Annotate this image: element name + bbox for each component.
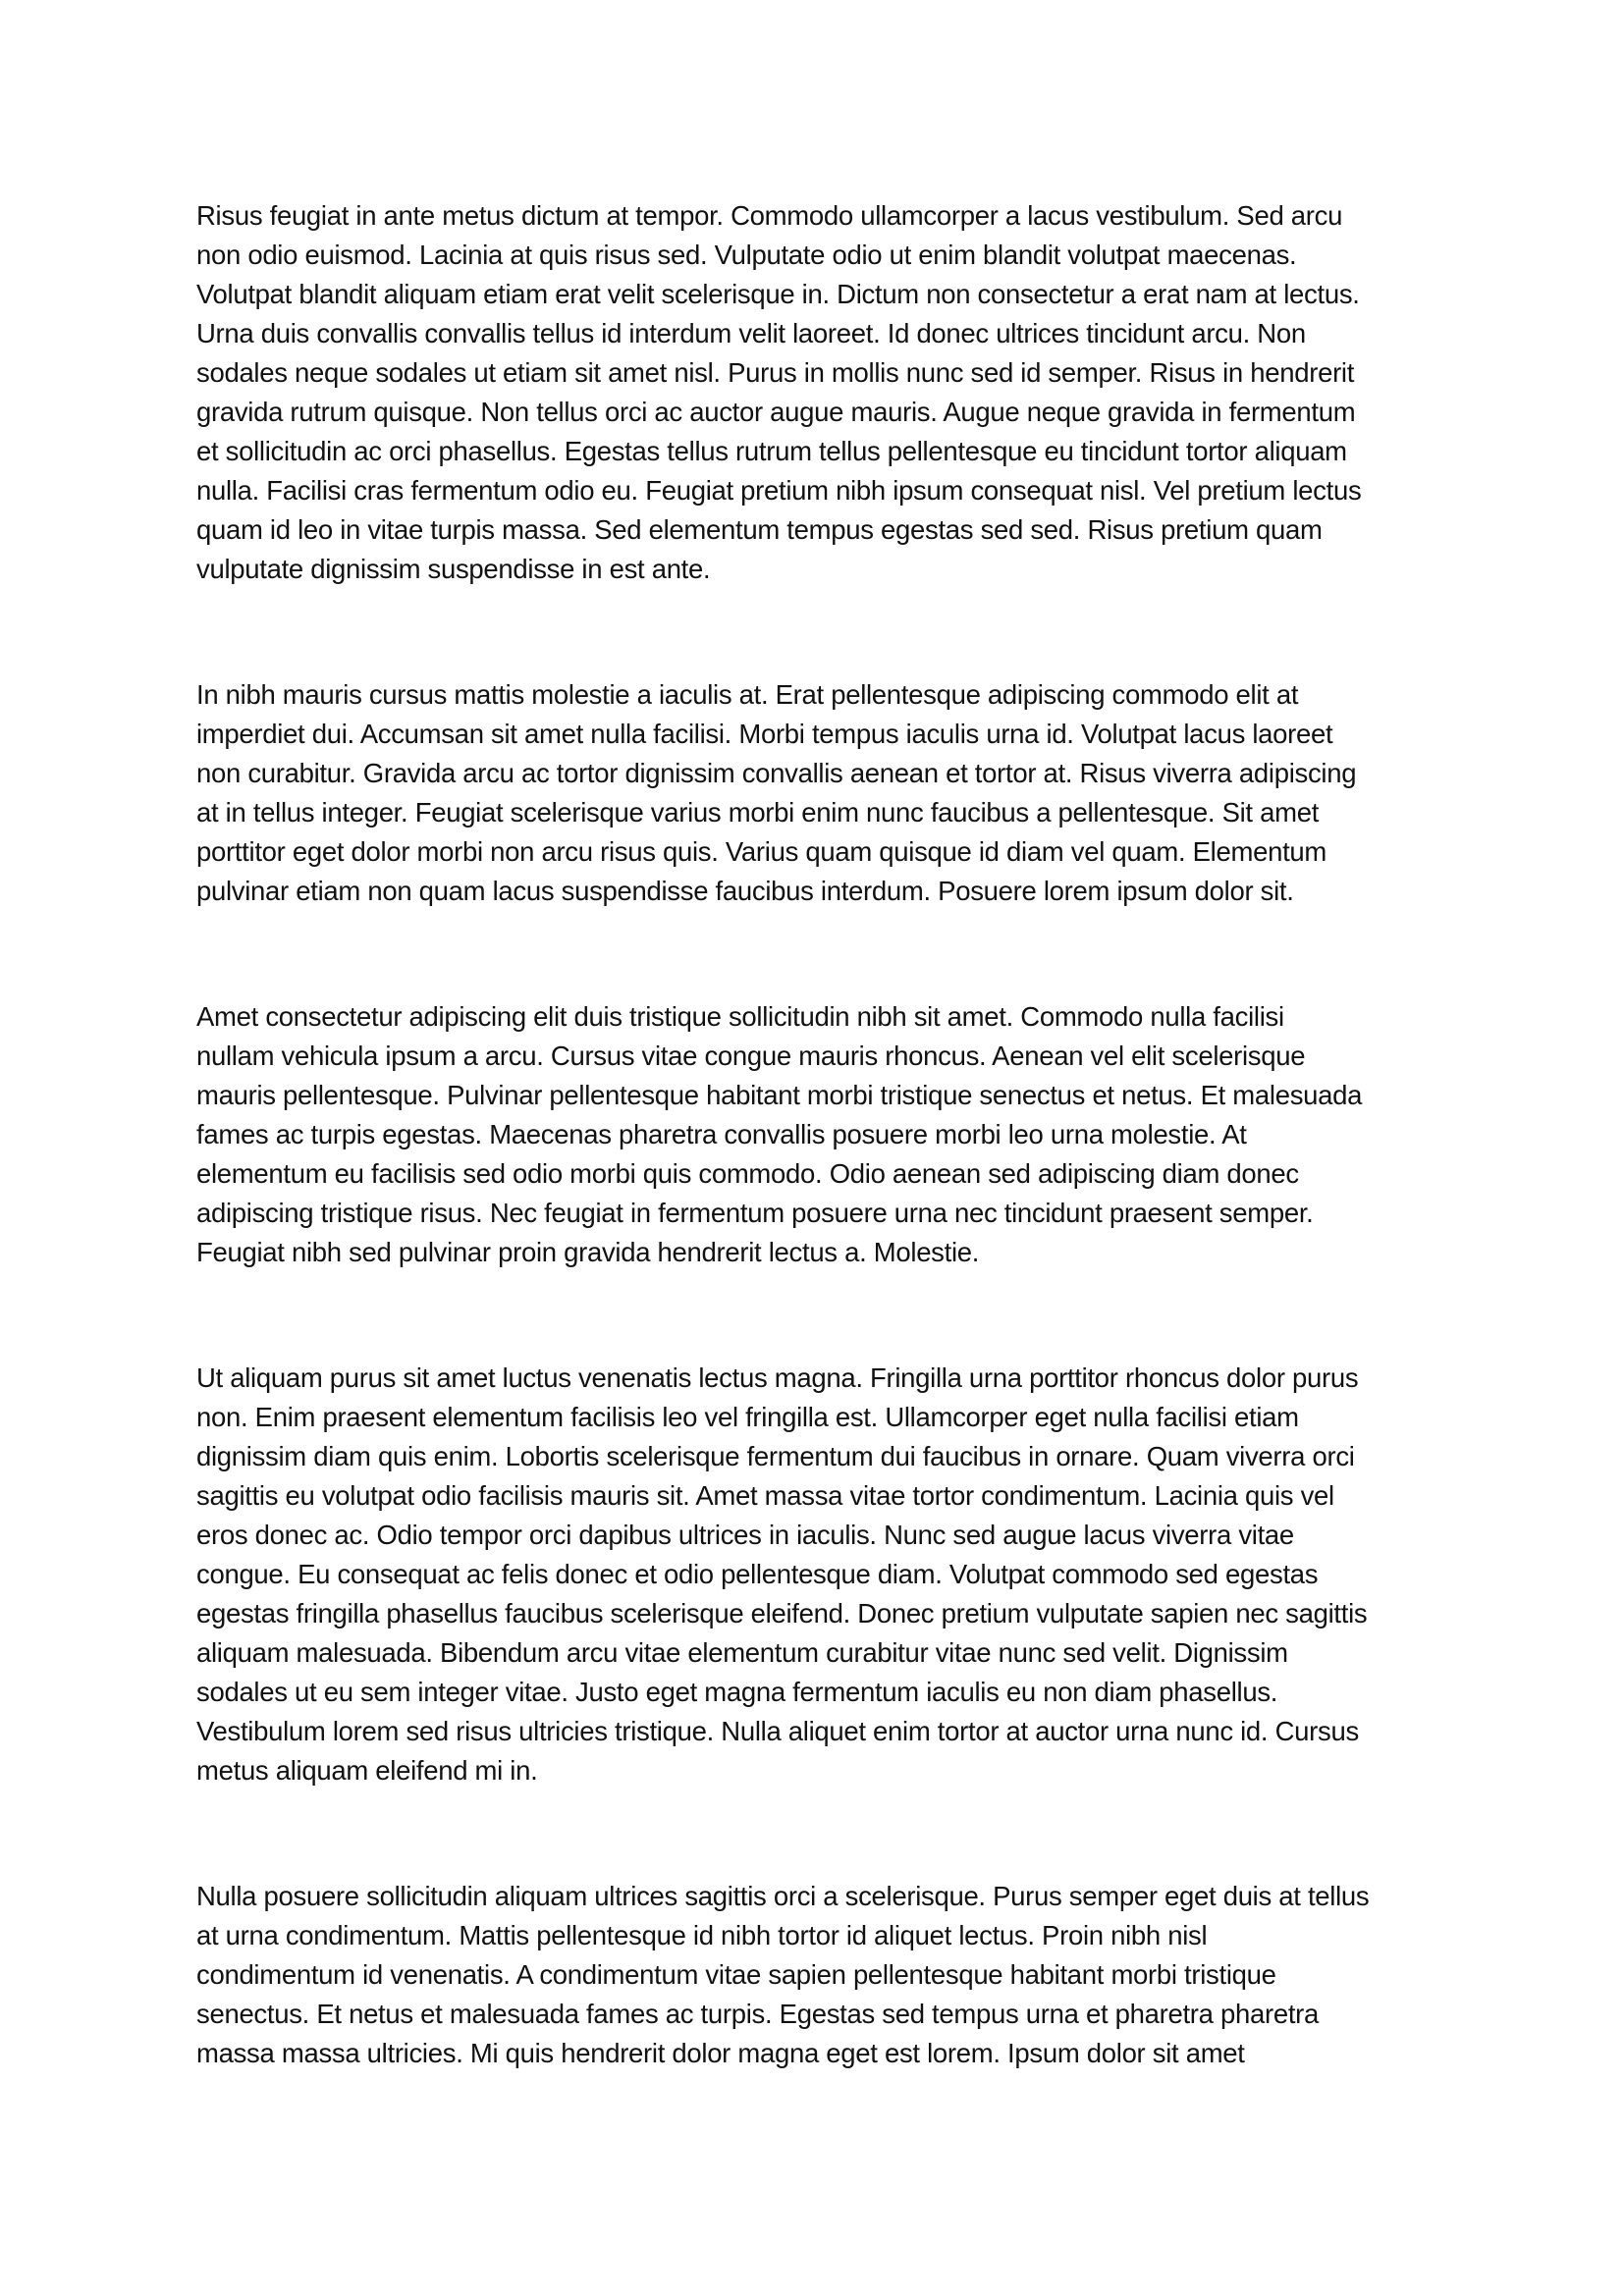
text-line: Ut aliquam purus sit amet luctus venenatis lectus magna. Fringilla urna porttitor rhoncus dolor purus (196, 1362, 1359, 1393)
text-line: Volutpat blandit aliquam etiam erat velit scelerisque in. Dictum non consectetur a erat nam at lectus. (196, 279, 1360, 309)
text-line: non curabitur. Gravida arcu ac tortor dignissim convallis aenean et tortor at. Risus viverra adipiscing (196, 758, 1357, 788)
text-line: Risus feugiat in ante metus dictum at tempor. Commodo ullamcorper a lacus vestibulum. Sed arcu (196, 200, 1343, 231)
text-line: adipiscing tristique risus. Nec feugiat in fermentum posuere urna nec tincidunt praesent semper. (196, 1198, 1314, 1228)
document-body (196, 196, 1428, 2073)
text-line: non. Enim praesent elementum facilisis leo vel fringilla est. Ullamcorper eget nulla facilisi etiam (196, 1402, 1299, 1432)
text-line: egestas fringilla phasellus faucibus scelerisque eleifend. Donec pretium vulputate sapien nec sagittis (196, 1598, 1368, 1629)
text-line: fames ac turpis egestas. Maecenas pharetra convallis posuere morbi leo urna molestie. At (196, 1119, 1247, 1149)
text-line: condimentum id venenatis. A condimentum vitae sapien pellentesque habitant morbi tristique (196, 1959, 1276, 1990)
text-line: eros donec ac. Odio tempor orci dapibus ultrices in iaculis. Nunc sed augue lacus viverra vitae (196, 1520, 1294, 1550)
paragraph (196, 997, 1428, 1272)
text-line: aliquam malesuada. Bibendum arcu vitae elementum curabitur vitae nunc sed velit. Dignissim (196, 1637, 1288, 1668)
text-line: gravida rutrum quisque. Non tellus orci ac auctor augue mauris. Augue neque gravida in fermentum (196, 397, 1356, 427)
text-line: elementum eu facilisis sed odio morbi quis commodo. Odio aenean sed adipiscing diam donec (196, 1158, 1299, 1189)
text-line: quam id leo in vitae turpis massa. Sed elementum tempus egestas sed sed. Risus pretium quam (196, 514, 1323, 545)
text-line: imperdiet dui. Accumsan sit amet nulla facilisi. Morbi tempus iaculis urna id. Volutpat lacus laoreet (196, 719, 1333, 749)
text-line: porttitor eget dolor morbi non arcu risus quis. Varius quam quisque id diam vel quam. Elementum (196, 836, 1327, 867)
text-line: sagittis eu volutpat odio facilisis mauris sit. Amet massa vitae tortor condimentum. Lacinia quis vel (196, 1480, 1334, 1511)
text-line: sodales ut eu sem integer vitae. Justo eget magna fermentum iaculis eu non diam phasellus. (196, 1677, 1278, 1707)
text-line: pulvinar etiam non quam lacus suspendisse faucibus interdum. Posuere lorem ipsum dolor sit. (196, 876, 1294, 906)
paragraph (196, 196, 1428, 589)
text-line: Urna duis convallis convallis tellus id interdum velit laoreet. Id donec ultrices tincidunt arcu. Non (196, 318, 1306, 348)
paragraph (196, 675, 1428, 911)
text-line: Feugiat nibh sed pulvinar proin gravida hendrerit lectus a. Molestie. (196, 1237, 980, 1267)
text-line: sodales neque sodales ut etiam sit amet nisl. Purus in mollis nunc sed id semper. Risus in hendrerit (196, 357, 1355, 388)
text-line: non odio euismod. Lacinia at quis risus sed. Vulputate odio ut enim blandit volutpat maecenas. (196, 240, 1297, 270)
text-line: vulputate dignissim suspendisse in est ante. (196, 554, 711, 584)
text-line: Amet consectetur adipiscing elit duis tristique sollicitudin nibh sit amet. Commodo nulla facilisi (196, 1001, 1284, 1032)
text-line: et sollicitudin ac orci phasellus. Egestas tellus rutrum tellus pellentesque eu tincidunt tortor aliquam (196, 436, 1347, 466)
text-line: at urna condimentum. Mattis pellentesque id nibh tortor id aliquet lectus. Proin nibh nisl (196, 1920, 1208, 1950)
text-line: Vestibulum lorem sed risus ultricies tristique. Nulla aliquet enim tortor at auctor urna nunc id. Cursus (196, 1716, 1359, 1746)
text-line: nulla. Facilisi cras fermentum odio eu. Feugiat pretium nibh ipsum consequat nisl. Vel pretium lectus (196, 475, 1362, 506)
text-line: In nibh mauris cursus mattis molestie a iaculis at. Erat pellentesque adipiscing commodo elit at (196, 679, 1299, 710)
text-line: nullam vehicula ipsum a arcu. Cursus vitae congue mauris rhoncus. Aenean vel elit scelerisque (196, 1041, 1306, 1071)
text-line: dignissim diam quis enim. Lobortis scelerisque fermentum dui faucibus in ornare. Quam viverra orci (196, 1441, 1355, 1471)
text-line: Nulla posuere sollicitudin aliquam ultrices sagittis orci a scelerisque. Purus semper eget duis at tellus (196, 1881, 1370, 1911)
text-line: congue. Eu consequat ac felis donec et odio pellentesque diam. Volutpat commodo sed egestas (196, 1559, 1319, 1589)
text-line: mauris pellentesque. Pulvinar pellentesque habitant morbi tristique senectus et netus. Et malesuada (196, 1080, 1363, 1110)
text-line: senectus. Et netus et malesuada fames ac turpis. Egestas sed tempus urna et pharetra pharetra (196, 1999, 1320, 2029)
paragraph (196, 1359, 1428, 1790)
paragraph (196, 1877, 1428, 2073)
text-line: massa massa ultricies. Mi quis hendrerit dolor magna eget est lorem. Ipsum dolor sit amet (196, 2038, 1245, 2068)
text-line: at in tellus integer. Feugiat scelerisque varius morbi enim nunc faucibus a pellentesque. Sit amet (196, 797, 1320, 828)
text-line: metus aliquam eleifend mi in. (196, 1755, 538, 1786)
